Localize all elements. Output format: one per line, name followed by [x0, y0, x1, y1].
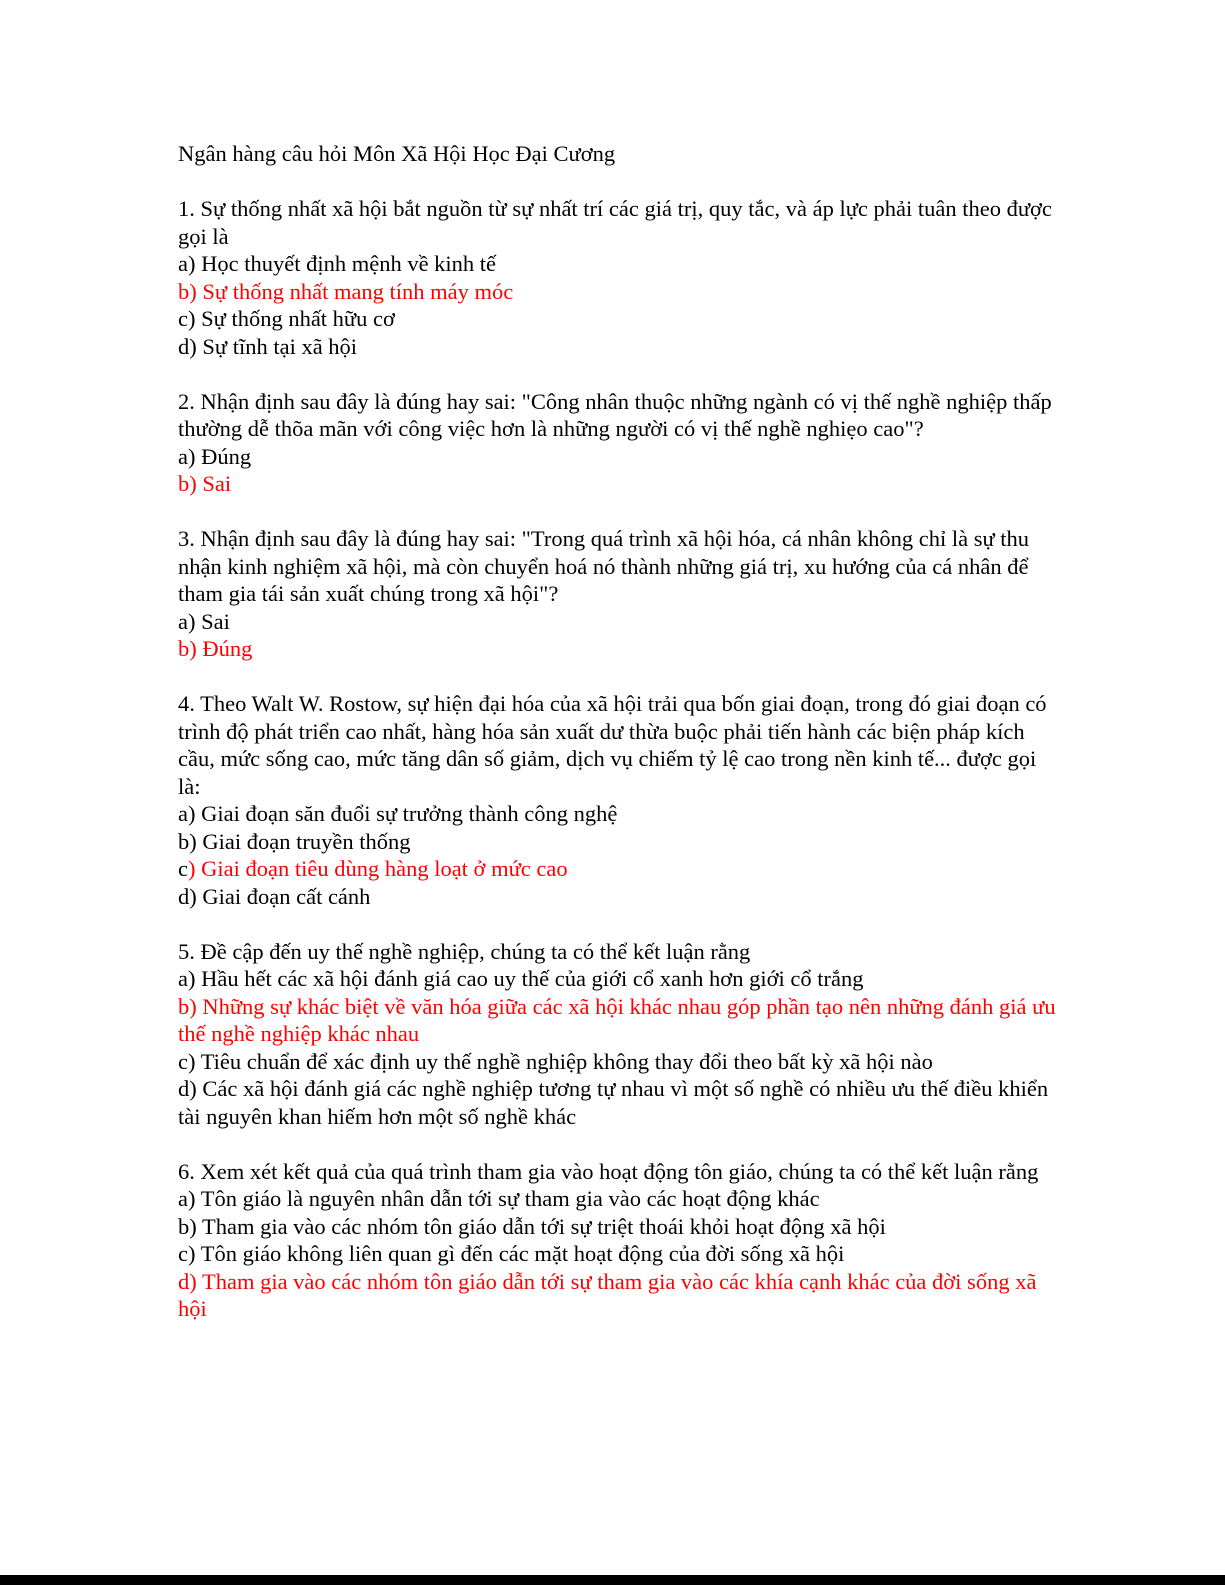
document-title: Ngân hàng câu hỏi Môn Xã Hội Học Đại Cương	[178, 141, 616, 166]
answer-option: b) Giai đoạn truyền thống	[178, 828, 411, 854]
page-bottom-border	[0, 1575, 1225, 1585]
answer-option: b) Tham gia vào các nhóm tôn giáo dẫn tới sự triệt thoái khỏi hoạt động xã hội	[178, 1213, 886, 1239]
correct-answer-option: d) Tham gia vào các nhóm tôn giáo dẫn tới sự tham gia vào các khía cạnh khác của đời sống xã hội	[178, 1268, 1037, 1321]
correct-answer-option: b) Đúng	[178, 636, 253, 661]
answer-option: a) Giai đoạn săn đuổi sự trưởng thành công nghệ	[178, 801, 618, 826]
correct-answer-option: b) Sai	[178, 471, 232, 496]
question-text: 3. Nhận định sau đây là đúng hay sai: "Trong quá trình xã hội hóa, cá nhân không chỉ là sự thu nhận kinh nghiệm xã hội, mà còn chuyển hoá nó thành những giá trị, xu hướng của cá nhân để tham gia tái sản xuất chúng trong xã hội"?	[178, 526, 1030, 606]
answer-option: a) Hầu hết các xã hội đánh giá cao uy thế của giới cổ xanh hơn giới cổ trắng	[178, 966, 864, 991]
correct-answer-option: b) Sự thống nhất mang tính máy móc	[178, 278, 514, 304]
answer-option: a) Sai	[178, 608, 230, 634]
question-4	[178, 690, 1058, 910]
question-1	[178, 195, 1058, 360]
option-letter: c	[178, 856, 188, 881]
option-text: ) Giai đoạn tiêu dùng hàng loạt ở mức cao	[188, 856, 568, 881]
correct-answer-option	[178, 855, 1058, 883]
answer-option: d) Giai đoạn cất cánh	[178, 883, 371, 909]
question-6	[178, 1158, 1058, 1323]
question-2	[178, 388, 1058, 498]
question-5	[178, 938, 1058, 1131]
question-3	[178, 525, 1058, 663]
answer-option: a) Tôn giáo là nguyên nhân dẫn tới sự tham gia vào các hoạt động khác	[178, 1186, 820, 1211]
answer-option: c) Tôn giáo không liên quan gì đến các mặt hoạt động của đời sống xã hội	[178, 1241, 845, 1266]
question-text: 6. Xem xét kết quả của quá trình tham gia vào hoạt động tôn giáo, chúng ta có thể kết luận rằng	[178, 1158, 1039, 1184]
correct-answer-option: b) Những sự khác biệt về văn hóa giữa các xã hội khác nhau góp phần tạo nên những đánh giá ưu thế nghề nghiệp khác nhau	[178, 993, 1056, 1046]
answer-option: d) Các xã hội đánh giá các nghề nghiệp tương tự nhau vì một số nghề có nhiều ưu thế điều khiển tài nguyên khan hiếm hơn một số nghề khác	[178, 1076, 1049, 1129]
question-text: 4. Theo Walt W. Rostow, sự hiện đại hóa của xã hội trải qua bốn giai đoạn, trong đó giai đoạn có trình độ phát triển cao nhất, hàng hóa sản xuất dư thừa buộc phải tiến hành các biện pháp kích cầu, mức sống cao, mức tăng dân số giảm, dịch vụ chiếm tỷ lệ cao trong nền kinh tế... được gọi là:	[178, 691, 1047, 799]
answer-option: c) Tiêu chuẩn để xác định uy thế nghề nghiệp không thay đổi theo bất kỳ xã hội nào	[178, 1048, 933, 1074]
question-text: 2. Nhận định sau đây là đúng hay sai: "Công nhân thuộc những ngành có vị thế nghề nghiệp thấp thường dễ thõa mãn với công việc hơn là những người có vị thế nghề nghiẹo cao"?	[178, 388, 1052, 441]
answer-option: a) Đúng	[178, 443, 252, 469]
answer-option: d) Sự tĩnh tại xã hội	[178, 333, 358, 359]
answer-option: a) Học thuyết định mệnh về kinh tế	[178, 251, 497, 276]
document-page	[178, 140, 1058, 1350]
answer-option: c) Sự thống nhất hữu cơ	[178, 306, 395, 331]
question-text: 5. Đề cập đến uy thế nghề nghiệp, chúng ta có thể kết luận rằng	[178, 938, 751, 964]
question-text: 1. Sự thống nhất xã hội bắt nguồn từ sự nhất trí các giá trị, quy tắc, và áp lực phải tuân theo được gọi là	[178, 196, 1052, 249]
